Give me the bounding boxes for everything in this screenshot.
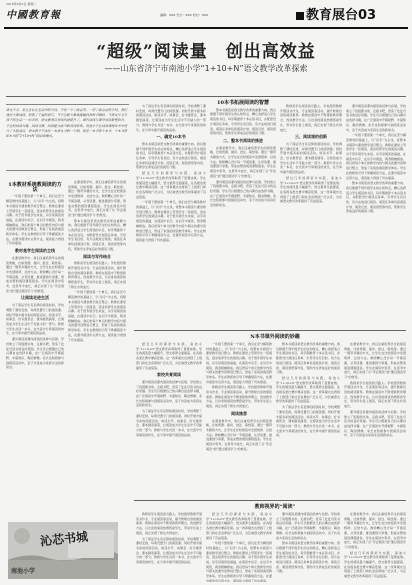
article-column-13 [276,512,340,582]
section-name: 教育展台 [306,8,359,23]
paragraph: 一年级下册的第一个单元，我们在充分解读教材的基础上，以“识字”为主线，将整本书阅读与课堂教学进行整合。教师在课堂上带领学生一起阅读，逐步培养学生的阅读兴趣。对于低年级学生来说，识字是阅读的基础，在阅读中识字，在识字中阅读，两者相辅相成。我们把每个单元的教学内容与相关的课外读物进行整合，形成了系统的阅读教学体系。学生在教师的引导下掌握阅读方法，在课外阅读中运用方法，阅读能力得到了切实提高。 [346,133,406,180]
paragraph: 经过几年的探索与实践，南池小学“1+10+N”语文教学改革取得了显著成效。学生的阅读量大幅提升，语文素养全面提高，在各级各类比赛中屡获佳绩。这一改革模式也得到了上级部门和社会各界的广泛认可，为区域语文教学改革提供了有益借鉴。 [136,171,206,199]
subheading: 阅读推荐 [231,410,247,416]
paragraph: 课外阅读是课内阅读的延伸与拓展。学校建立了班级图书角、走廊书吧，营造了处处可读书的良好氛围。学生可以根据自己的兴趣自由选择书籍，在广泛阅读中开阔视野、丰富知识、陶冶情操。家长也积极参与到阅读活动中，亲子共读成为家庭生活的新常态。 [344,409,406,438]
photo-caption: 南池小学 [11,568,36,575]
paragraph: 为了保证学生有足够的阅读时间，学校调整了课时安排，每周设置专门的阅读课。同时开展丰富多彩的阅读活动，如读书节、故事会、好书推荐会、课本剧表演等，让阅读成为学生生活中不可缺少的一部分。教师与学生共读一本书，在交流中分享阅读的快乐，在分享中提升阅读的品质。 [136,536,202,565]
article-column-10 [344,342,406,512]
paragraph: 经过几年的探索与实践，南池小学“1+10+N”语文教学改革取得了显著成效。学生的阅读量大幅提升，语文素养全面提高，在各级各类比赛中屡获佳绩。这一改革模式也得到了上级部门和社会各界的广泛认可，为区域语文教学改革提供了有益借鉴。 [276,375,340,404]
paragraph: 在课堂教学中，我们注重培养学生的阅读策略，比如预测、提问、批注、联结等。通过一篇带多篇的方式，让学生在比较阅读中发现规律、总结方法。教师精心设计每一节阅读课，从导读课、推进课到分享课，形成完整的阅读课程链条。学生在阅读中思考，在思考中成长，真正实现了从“学会阅读”到“通过阅读学习”的转变。 [6,255,64,293]
paragraph: 教师是学生阅读的引路人。学校组织教师开展读书沙龙、专业阅读等活动，提升教师自身的阅读素养。教师在阅读中不断更新教育理念，改进教学方法，以自身的阅读热情感染学生，带动学生爱上阅读，真正实现了师生共同成长。 [136,512,202,535]
article-column-9 [276,342,340,512]
article-column-14 [344,512,406,582]
paragraph: 整本书阅读是语文教学改革的重要方向。我们根据不同年级学生的认知特点，精心选择适合学生阅读的书目，每学期推荐十本必读书目，并配套设计阅读任务单，引导学生有目的、有方法地进行阅读。阅读任务单包括阅读计划、阅读记录、阅读感悟等内容，帮助学生养成良好的阅读习惯。 [346,181,406,214]
article-column-2 [68,180,126,510]
intro-paragraph: 语文学习，是让生长在生活中的学问，不是一学了就会用、一用了就会会的学问。我们通过大量阅读、积累了丰富的语言，当学生能大量地接触到各种书籍时，当语文学习与孩子的生活一一结合时，语文素养自然而然就提升了。课内阅读与课外阅读紧密联合，学生的阅读兴趣、阅读习惯、阅读能力就不断得到培养。南池小学在阅读课程改革中进行了大胆尝试，语文教学不再是一本语文书教一学期，而是一本书带十本书，十本书带N本书的“1+10+N”的阅读模式。 [6,104,129,171]
paragraph: 经过几年的探索与实践，南池小学“1+10+N”语文教学改革取得了显著成效。学生的阅读量大幅提升，语文素养全面提高，在各级各类比赛中屡获佳绩。这一改革模式也得到了上级部门和社会各界的广泛认可，为区域语文教学改革提供了有益借鉴。 [206,512,272,540]
section-heading: N本书课外阅读的妙趣 [250,334,300,340]
paragraph: 教师是学生阅读的引路人。学校组织教师开展读书沙龙、专业阅读等活动，提升教师自身的阅读素养。教师在阅读中不断更新教育理念，改进教学方法，以自身的阅读热情感染学生，带动学生爱上阅读，真正实现了师生共同成长。 [344,380,406,409]
header-rule [4,27,408,29]
paragraph: 一年级下册的第一个单元，我们在充分解读教材的基础上，以“识字”为主线，将整本书阅读与课堂教学进行整合。教师在课堂上带领学生一起阅读，逐步培养学生的阅读兴趣。对于低年级学生来说，识字是阅读的基础，在阅读中识字，在识字中阅读，两者相辅相成。我们把每个单元的教学内容与相关的课外读物进行整合，形成了系统的阅读教学体系。学生在教师的引导下掌握阅读方法，在课外阅读中运用方法，阅读能力得到了切实提高。 [206,342,272,384]
paragraph: 课外阅读是课内阅读的延伸与拓展。学校建立了班级图书角、走廊书吧，营造了处处可读书的良好氛围。学生可以根据自己的兴趣自由选择书籍，在广泛阅读中开阔视野、丰富知识、陶冶情操。家长也积极参与到阅读活动中，亲子共读成为家庭生活的新常态。 [136,379,202,408]
subheading: 让阅读走进生活 [21,295,49,301]
subheading: 二、整本书阅读的推进 [223,137,263,143]
paragraph: 教师是学生阅读的引路人。学校组织教师开展读书沙龙、专业阅读等活动，提升教师自身的阅读素养。教师在阅读中不断更新教育理念，改进教学方法，以自身的阅读热情感染学生，带动学生爱上阅读，真正实现了师生共同成长。 [206,385,272,409]
article-column-5 [280,104,342,328]
paragraph: 在课堂教学中，我们注重培养学生的阅读策略，比如预测、提问、批注、联结等。通过一篇带多篇的方式，让学生在比较阅读中发现规律、总结方法。教师精心设计每一节阅读课，从导读课、推进课到分享课，形成完整的阅读课程链条。学生在阅读中思考，在思考中成长，真正实现了从“学会阅读”到“通过阅读学习”的转变。 [206,418,272,451]
section-bullet-icon [296,12,304,20]
paragraph: 一年级下册的第一个单元，我们在充分解读教材的基础上，以“识字”为主线，将整本书阅读与课堂教学进行整合。教师在课堂上带领学生一起阅读，逐步培养学生的阅读兴趣。对于低年级学生来说，识字是阅读的基础，在阅读中识字，在识字中阅读，两者相辅相成。我们把每个单元的教学内容与相关的课外读物进行整合，形成了系统的阅读教学体系。学生在教师的引导下掌握阅读方法，在课外阅读中运用方法，阅读能力得到了切实提高。 [136,200,206,242]
article-column-7 [136,342,202,512]
subheading: 家校共育阅读 [157,372,181,378]
paragraph: 在课堂教学中，我们注重培养学生的阅读策略，比如预测、提问、批注、联结等。通过一篇带多篇的方式，让学生在比较阅读中发现规律、总结方法。教师精心设计每一节阅读课，从导读课、推进课到分享课，形成完整的阅读课程链条。学生在阅读中思考，在思考中成长，真正实现了从“学会阅读”到“通过阅读学习”的转变。 [68,180,126,217]
sub-headline: ——山东省济宁市南池小学“1+10+N”语文教学改革探索 [104,64,308,73]
paragraph: 整本书阅读是语文教学改革的重要方向。我们根据不同年级学生的认知特点，精心选择适合学生阅读的书目，每学期推荐十本必读书目，并配套设计阅读任务单，引导学生有目的、有方法地进行阅读。阅读任务单包括阅读计划、阅读记录、阅读感悟等内容，帮助学生养成良好的阅读习惯。 [276,342,340,375]
article-column-1 [6,180,64,510]
section-heading: 10本书拓展阅读的智慧 [217,100,269,106]
bottom-divider [134,500,406,501]
paragraph: 一年级下册的第一个单元，我们在充分解读教材的基础上，以“识字”为主线，将整本书阅读与课堂教学进行整合。教师在课堂上带领学生一起阅读，逐步培养学生的阅读兴趣。对于低年级学生来说，识字是阅读的基础，在阅读中识字，在识字中阅读，两者相辅相成。我们把每个单元的教学内容与相关的课外读物进行整合，形成了系统的阅读教学体系。学生在教师的引导下掌握阅读方法，在课外阅读中运用方法，阅读能力得到了切实提高。 [206,541,272,582]
article-column-12 [206,512,272,582]
paragraph: 经过几年的探索与实践，南池小学“1+10+N”语文教学改革取得了显著成效。学生的阅读量大幅提升，语文素养全面提高，在各级各类比赛中屡获佳绩。这一改革模式也得到了上级部门和社会各界的广泛认可，为区域语文教学改革提供了有益借鉴。 [280,175,342,204]
paragraph: 教师是学生阅读的引路人。学校组织教师开展读书沙龙、专业阅读等活动，提升教师自身的阅读素养。教师在阅读中不断更新教育理念，改进教学方法，以自身的阅读热情感染学生，带动学生爱上阅读，真正实现了师生共同成长。 [68,261,126,289]
header-info: 编辑：XXX 设计：XXX 校对：XXX [160,13,209,17]
paragraph: 经过几年的探索与实践，南池小学“1+10+N”语文教学改革取得了显著成效。学生的阅读量大幅提升，语文素养全面提高，在各级各类比赛中屡获佳绩。这一改革模式也得到了上级部门和社会各界的广泛认可，为区域语文教学改革提供了有益借鉴。 [344,550,406,579]
masthead-logo: 中國教育報 [6,10,61,21]
paragraph: 在课堂教学中，我们注重培养学生的阅读策略，比如预测、提问、批注、联结等。通过一篇带多篇的方式，让学生在比较阅读中发现规律、总结方法。教师精心设计每一节阅读课，从导读课、推进课到分享课，形成完整的阅读课程链条。学生在阅读中思考，在思考中成长，真正实现了从“学会阅读”到“通过阅读学习”的转变。 [344,512,406,549]
paragraph: 整本书阅读是语文教学改革的重要方向。我们根据不同年级学生的认知特点，精心选择适合学生阅读的书目，每学期推荐十本必读书目，并配套设计阅读任务单，引导学生有目的、有方法地进行阅读。阅读任务单包括阅读计划、阅读记录、阅读感悟等内容，帮助学生养成良好的阅读习惯。 [210,107,276,136]
paragraph: 在课堂教学中，我们注重培养学生的阅读策略，比如预测、提问、批注、联结等。通过一篇带多篇的方式，让学生在比较阅读中发现规律、总结方法。教师精心设计每一节阅读课，从导读课、推进课到分享课，形成完整的阅读课程链条。学生在阅读中思考，在思考中成长，真正实现了从“学会阅读”到“通过阅读学习”的转变。 [344,342,406,379]
page-number: 03 [358,8,377,23]
section-title [296,4,376,23]
photo-calligraphy: 沁芯书城 [39,529,89,549]
article-column-4 [210,98,276,328]
subheading: 教材是学生阅读的主线 [15,248,55,254]
header-date: 2019年9月3日 星期二 [6,2,37,6]
paragraph: 课外阅读是课内阅读的延伸与拓展。学校建立了班级图书角、走廊书吧，营造了处处可读书的良好氛围。学生可以根据自己的兴趣自由选择书籍，在广泛阅读中开阔视野、丰富知识、陶冶情操。家长也积极参与到阅读活动中，亲子共读成为家庭生活的新常态。 [276,512,340,540]
article-column-11 [136,512,202,582]
article-column-8 [206,342,272,512]
paragraph: 一年级下册的第一个单元，我们在充分解读教材的基础上，以“识字”为主线，将整本书阅读与课堂教学进行整合。教师在课堂上带领学生一起阅读，逐步培养学生的阅读兴趣。对于低年级学生来说，识字是阅读的基础，在阅读中识字，在识字中阅读，两者相辅相成。我们把每个单元的教学内容与相关的课外读物进行整合，形成了系统的阅读教学体系。学生在教师的引导下掌握阅读方法，在课外阅读中运用方法，阅读能力得到了切实提高。 [6,194,64,246]
paragraph: 为了保证学生有足够的阅读时间，学校调整了课时安排，每周设置专门的阅读课。同时开展丰富多彩的阅读活动，如读书节、故事会、好书推荐会、课本剧表演等，让阅读成为学生生活中不可缺少的一部分。教师与学生共读一本书，在交流中分享阅读的快乐，在分享中提升阅读的品质。 [6,303,64,336]
headline-divider [6,96,406,97]
paragraph: 课外阅读是课内阅读的延伸与拓展。学校建立了班级图书角、走廊书吧，营造了处处可读书的良好氛围。学生可以根据自己的兴趣自由选择书籍，在广泛阅读中开阔视野、丰富知识、陶冶情操。家长也积极参与到阅读活动中，亲子共读成为家庭生活的新常态。 [346,104,406,132]
subheading: 阅读与写作结合 [83,253,111,259]
paragraph: 整本书阅读是语文教学改革的重要方向。我们根据不同年级学生的认知特点，精心选择适合学生阅读的书目，每学期推荐十本必读书目，并配套设计阅读任务单，引导学生有目的、有方法地进行阅读。阅读任务单包括阅读计划、阅读记录、阅读感悟等内容，帮助学生养成良好的阅读习惯。 [276,541,340,574]
paragraph: 为了保证学生有足够的阅读时间，学校调整了课时安排，每周设置专门的阅读课。同时开展丰富多彩的阅读活动，如读书节、故事会、好书推荐会、课本剧表演等，让阅读成为学生生活中不可缺少的一部分。教师与学生共读一本书，在交流中分享阅读的快乐，在分享中提升阅读的品质。 [136,104,206,132]
section-heading: 教师视界的“阅读” [254,504,296,510]
paragraph: 为了保证学生有足够的阅读时间，学校调整了课时安排，每周设置专门的阅读课。同时开展丰富多彩的阅读活动，如读书节、故事会、好书推荐会、课本剧表演等，让阅读成为学生生活中不可缺少的一部分。教师与学生共读一本书，在交流中分享阅读的快乐，在分享中提升阅读的品质。 [276,405,340,438]
paragraph: 教师是学生阅读的引路人。学校组织教师开展读书沙龙、专业阅读等活动，提升教师自身的阅读素养。教师在阅读中不断更新教育理念，改进教学方法，以自身的阅读热情感染学生，带动学生爱上阅读，真正实现了师生共同成长。 [280,104,342,132]
paragraph: 为了保证学生有足够的阅读时间，学校调整了课时安排，每周设置专门的阅读课。同时开展丰富多彩的阅读活动，如读书节、故事会、好书推荐会、课本剧表演等，让阅读成为学生生活中不可缺少的一部分。教师与学生共读一本书，在交流中分享阅读的快乐，在分享中提升阅读的品质。 [136,409,202,437]
subheading: 一、确定10本书 [156,134,186,140]
paragraph: 在课堂教学中，我们注重培养学生的阅读策略，比如预测、提问、批注、联结等。通过一篇带多篇的方式，让学生在比较阅读中发现规律、总结方法。教师精心设计每一节阅读课，从导读课、推进课到分享课，形成完整的阅读课程链条。学生在阅读中思考，在思考中成长，真正实现了从“学会阅读”到“通过阅读学习”的转变。 [210,145,276,178]
paragraph: 整本书阅读是语文教学改革的重要方向。我们根据不同年级学生的认知特点，精心选择适合学生阅读的书目，每学期推荐十本必读书目，并配套设计阅读任务单，引导学生有目的、有方法地进行阅读。阅读任务单包括阅读计划、阅读记录、阅读感悟等内容，帮助学生养成良好的阅读习惯。 [136,141,206,170]
main-headline: “超级”阅读量 创出高效益 [96,42,316,62]
paragraph: 课外阅读是课内阅读的延伸与拓展。学校建立了班级图书角、走廊书吧，营造了处处可读书的良好氛围。学生可以根据自己的兴趣自由选择书籍，在广泛阅读中开阔视野、丰富知识、陶冶情操。家长也积极参与到阅读活动中，亲子共读成为家庭生活的新常态。 [6,337,64,370]
paragraph: 为了保证学生有足够的阅读时间，学校调整了课时安排，每周设置专门的阅读课。同时开展丰富多彩的阅读活动，如读书节、故事会、好书推荐会、课本剧表演等，让阅读成为学生生活中不可缺少的一部分。教师与学生共读一本书，在交流中分享阅读的快乐，在分享中提升阅读的品质。 [280,141,342,175]
middle-divider [134,330,406,331]
article-column-6 [346,104,406,328]
subheading: 三、阅读课的创新 [295,134,327,140]
paragraph: 整本书阅读是语文教学改革的重要方向。我们根据不同年级学生的认知特点，精心选择适合学生阅读的书目，每学期推荐十本必读书目，并配套设计阅读任务单，引导学生有目的、有方法地进行阅读。阅读任务单包括阅读计划、阅读记录、阅读感悟等内容，帮助学生养成良好的阅读习惯。 [68,218,126,251]
section-heading: 1本教材系统教阅读的方法 [8,182,62,193]
article-column-3 [136,104,206,328]
paragraph: 课外阅读是课内阅读的延伸与拓展。学校建立了班级图书角、走廊书吧，营造了处处可读书的良好氛围。学生可以根据自己的兴趣自由选择书籍，在广泛阅读中开阔视野、丰富知识、陶冶情操。家长也积极参与到阅读活动中，亲子共读成为家庭生活的新常态。 [210,179,276,208]
paragraph: 一年级下册的第一个单元，我们在充分解读教材的基础上，以“识字”为主线，将整本书阅读与课堂教学进行整合。教师在课堂上带领学生一起阅读，逐步培养学生的阅读兴趣。对于低年级学生来说，识字是阅读的基础，在阅读中识字，在识字中阅读，两者相辅相成。我们把每个单元的教学内容与相关的课外读物进行整合，形成了系统的阅读教学体系。学生在教师的引导下掌握阅读方法，在课外阅读中运用方法，阅读能力得到了切实提高。 [68,290,126,342]
paragraph: 经过几年的探索与实践，南池小学“1+10+N”语文教学改革取得了显著成效。学生的阅读量大幅提升，语文素养全面提高，在各级各类比赛中屡获佳绩。这一改革模式也得到了上级部门和社会各界的广泛认可，为区域语文教学改革提供了有益借鉴。 [136,342,202,370]
